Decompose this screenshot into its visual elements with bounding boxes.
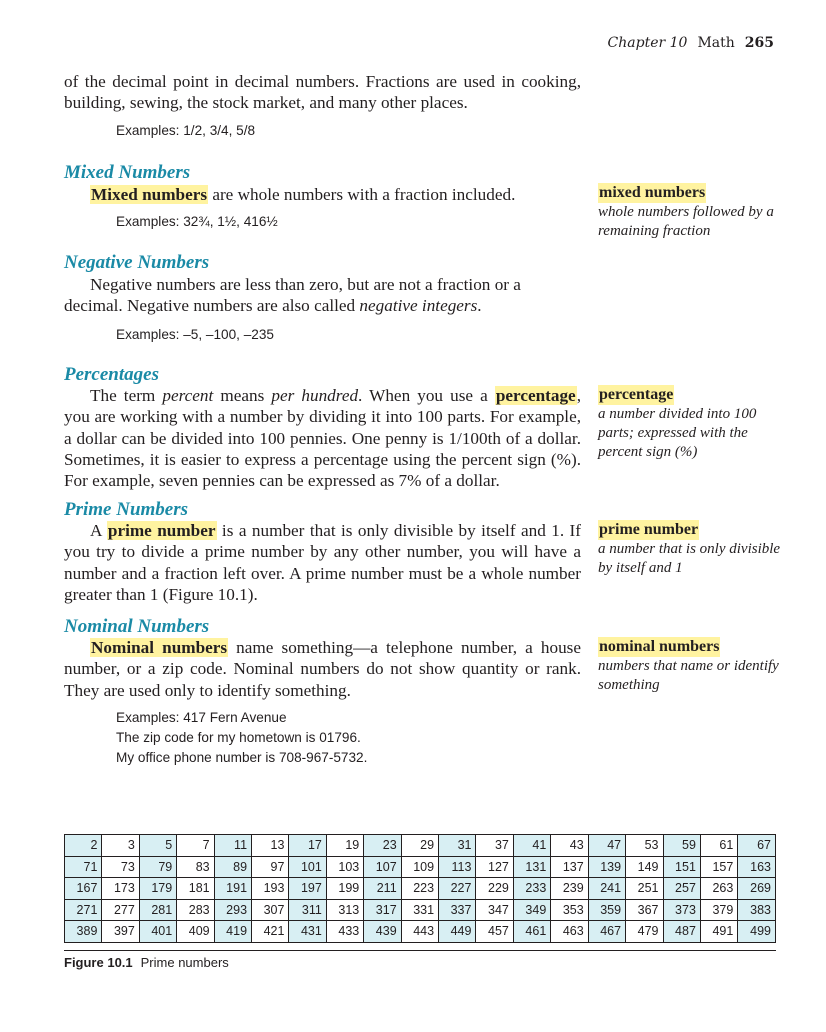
running-head: [608, 35, 774, 51]
table-cell: 181: [177, 878, 214, 900]
figure-rule: [64, 950, 776, 951]
table-cell: 37: [476, 835, 513, 857]
table-cell: 227: [439, 878, 476, 900]
table-cell: 457: [476, 921, 513, 943]
table-row: [65, 921, 776, 943]
table-cell: 283: [177, 899, 214, 921]
table-cell: 467: [588, 921, 625, 943]
table-cell: 421: [252, 921, 289, 943]
table-cell: 2: [65, 835, 102, 857]
table-cell: 113: [439, 856, 476, 878]
table-cell: 487: [663, 921, 700, 943]
section-heading-mixed-numbers: Mixed Numbers: [64, 162, 191, 183]
table-cell: 317: [364, 899, 401, 921]
table-cell: 389: [65, 921, 102, 943]
table-cell: 137: [551, 856, 588, 878]
table-cell: 71: [65, 856, 102, 878]
nominal-example-line: My office phone number is 708-967-5732.: [116, 750, 368, 765]
table-cell: 229: [476, 878, 513, 900]
section-heading-nominal-numbers: Nominal Numbers: [64, 616, 210, 637]
negative-numbers-paragraph: Negative numbers are less than zero, but are not a fraction or a decimal. Negative numbers are also called negative integers.: [64, 275, 521, 316]
table-cell: 347: [476, 899, 513, 921]
negative-numbers-examples: Examples: –5, –100, –235: [116, 327, 274, 342]
table-cell: 293: [214, 899, 251, 921]
keyword-mixed-numbers: Mixed numbers: [91, 185, 208, 204]
glossary-definition: a number that is only divisible by itself and 1: [598, 541, 781, 577]
mixed-numbers-examples: Examples: 32¾, 1½, 416½: [116, 214, 278, 229]
table-cell: 151: [663, 856, 700, 878]
table-cell: 223: [401, 878, 438, 900]
prime-numbers-paragraph: A prime number is a number that is only divisible by itself and 1. If you try to divide a prime number by any other number, you will have a number and a fraction left over. A prime number must be a whole number greater than 1 (Figure 10.1).: [64, 521, 581, 604]
table-cell: 443: [401, 921, 438, 943]
table-cell: 61: [700, 835, 737, 857]
table-cell: 311: [289, 899, 326, 921]
table-cell: 109: [401, 856, 438, 878]
table-cell: 59: [663, 835, 700, 857]
keyword-percentage: percentage: [495, 386, 576, 405]
table-row: [65, 856, 776, 878]
section-heading-negative-numbers: Negative Numbers: [64, 252, 210, 273]
glossary-term: prime number: [599, 521, 699, 538]
section-label: Math: [697, 35, 735, 51]
table-cell: 103: [326, 856, 363, 878]
table-cell: 281: [139, 899, 176, 921]
nominal-numbers-paragraph: Nominal numbers name something—a telephone number, a house number, or a zip code. Nominal numbers do not show quantity or rank. They are used only to identify something.: [64, 638, 581, 700]
table-cell: 139: [588, 856, 625, 878]
page-number: 265: [744, 35, 774, 51]
table-cell: 163: [738, 856, 776, 878]
table-cell: 241: [588, 878, 625, 900]
table-cell: 17: [289, 835, 326, 857]
margin-definition-mixed-numbers: [598, 183, 788, 241]
table-cell: 97: [252, 856, 289, 878]
table-cell: 397: [102, 921, 139, 943]
glossary-term: percentage: [599, 386, 674, 403]
table-cell: 331: [401, 899, 438, 921]
table-cell: 107: [364, 856, 401, 878]
table-cell: 7: [177, 835, 214, 857]
table-cell: 31: [439, 835, 476, 857]
table-cell: 431: [289, 921, 326, 943]
percentages-paragraph: The term percent means per hundred. When you use a percentage, you are working with a number by dividing it into 100 parts. For example, a dollar can be divided into 100 pennies. One penny is 1/100th of a dollar. Sometimes, it is easier to express a percentage using the percent sign (%). For example, seven pennies can be expressed as 7% of a dollar.: [64, 386, 581, 491]
figure-label: Figure 10.1: [64, 955, 133, 970]
prime-numbers-table: [64, 834, 776, 943]
table-row: [65, 878, 776, 900]
table-cell: 401: [139, 921, 176, 943]
table-cell: 89: [214, 856, 251, 878]
term-negative-integers: negative integers: [359, 296, 478, 316]
table-cell: 47: [588, 835, 625, 857]
table-cell: 3: [102, 835, 139, 857]
table-cell: 157: [700, 856, 737, 878]
table-cell: 379: [700, 899, 737, 921]
table-cell: 367: [626, 899, 663, 921]
table-cell: 53: [626, 835, 663, 857]
table-cell: 433: [326, 921, 363, 943]
margin-definition-prime-number: [598, 520, 788, 578]
fractions-examples: Examples: 1/2, 3/4, 5/8: [116, 123, 256, 138]
table-cell: 193: [252, 878, 289, 900]
table-cell: 307: [252, 899, 289, 921]
section-heading-percentages: Percentages: [64, 364, 159, 385]
table-cell: 271: [65, 899, 102, 921]
table-cell: 349: [513, 899, 550, 921]
nominal-example-line: Examples: 417 Fern Avenue: [116, 710, 287, 725]
table-row: [65, 835, 776, 857]
table-cell: 383: [738, 899, 776, 921]
glossary-definition: a number divided into 100 parts; expressed with the percent sign (%): [598, 406, 757, 461]
table-cell: 479: [626, 921, 663, 943]
table-cell: 463: [551, 921, 588, 943]
table-cell: 277: [102, 899, 139, 921]
keyword-prime-number: prime number: [107, 521, 216, 540]
table-cell: 191: [214, 878, 251, 900]
table-cell: 173: [102, 878, 139, 900]
margin-definition-nominal-numbers: [598, 637, 788, 695]
table-cell: 13: [252, 835, 289, 857]
table-cell: 439: [364, 921, 401, 943]
table-cell: 199: [326, 878, 363, 900]
table-cell: 29: [401, 835, 438, 857]
chapter-label: Chapter 10: [607, 35, 688, 51]
table-cell: 313: [326, 899, 363, 921]
table-cell: 127: [476, 856, 513, 878]
table-cell: 499: [738, 921, 776, 943]
table-cell: 131: [513, 856, 550, 878]
table-cell: 23: [364, 835, 401, 857]
figure-caption-text: Prime numbers: [140, 955, 229, 970]
table-cell: 43: [551, 835, 588, 857]
table-cell: 373: [663, 899, 700, 921]
glossary-term: nominal numbers: [599, 638, 720, 655]
table-row: [65, 899, 776, 921]
table-cell: 449: [439, 921, 476, 943]
table-cell: 233: [513, 878, 550, 900]
table-cell: 5: [139, 835, 176, 857]
section-heading-prime-numbers: Prime Numbers: [64, 499, 189, 520]
table-cell: 257: [663, 878, 700, 900]
keyword-nominal-numbers: Nominal numbers: [91, 638, 228, 657]
glossary-definition: numbers that name or identify something: [598, 658, 779, 694]
nominal-example-line: The zip code for my hometown is 01796.: [116, 730, 361, 745]
table-cell: 73: [102, 856, 139, 878]
table-cell: 211: [364, 878, 401, 900]
table-cell: 491: [700, 921, 737, 943]
mixed-numbers-paragraph: Mixed numbers are whole numbers with a fraction included.: [91, 185, 516, 204]
fractions-continuation: of the decimal point in decimal numbers. Fractions are used in cooking, building, sewing, the stock market, and many other places.: [64, 72, 581, 113]
table-cell: 149: [626, 856, 663, 878]
table-cell: 337: [439, 899, 476, 921]
table-cell: 79: [139, 856, 176, 878]
margin-definition-percentage: [598, 385, 788, 463]
glossary-term: mixed numbers: [599, 184, 706, 201]
table-cell: 41: [513, 835, 550, 857]
table-cell: 269: [738, 878, 776, 900]
table-cell: 359: [588, 899, 625, 921]
table-cell: 353: [551, 899, 588, 921]
table-cell: 67: [738, 835, 776, 857]
table-cell: 11: [214, 835, 251, 857]
table-cell: 197: [289, 878, 326, 900]
table-cell: 409: [177, 921, 214, 943]
table-cell: 263: [700, 878, 737, 900]
table-cell: 251: [626, 878, 663, 900]
nominal-numbers-examples: [116, 708, 367, 768]
glossary-definition: whole numbers followed by a remaining fraction: [598, 204, 774, 240]
prime-numbers-table-body: [65, 835, 776, 943]
table-cell: 167: [65, 878, 102, 900]
figure-caption: [64, 955, 229, 970]
table-cell: 179: [139, 878, 176, 900]
table-cell: 461: [513, 921, 550, 943]
table-cell: 101: [289, 856, 326, 878]
table-cell: 19: [326, 835, 363, 857]
table-cell: 419: [214, 921, 251, 943]
table-cell: 239: [551, 878, 588, 900]
table-cell: 83: [177, 856, 214, 878]
